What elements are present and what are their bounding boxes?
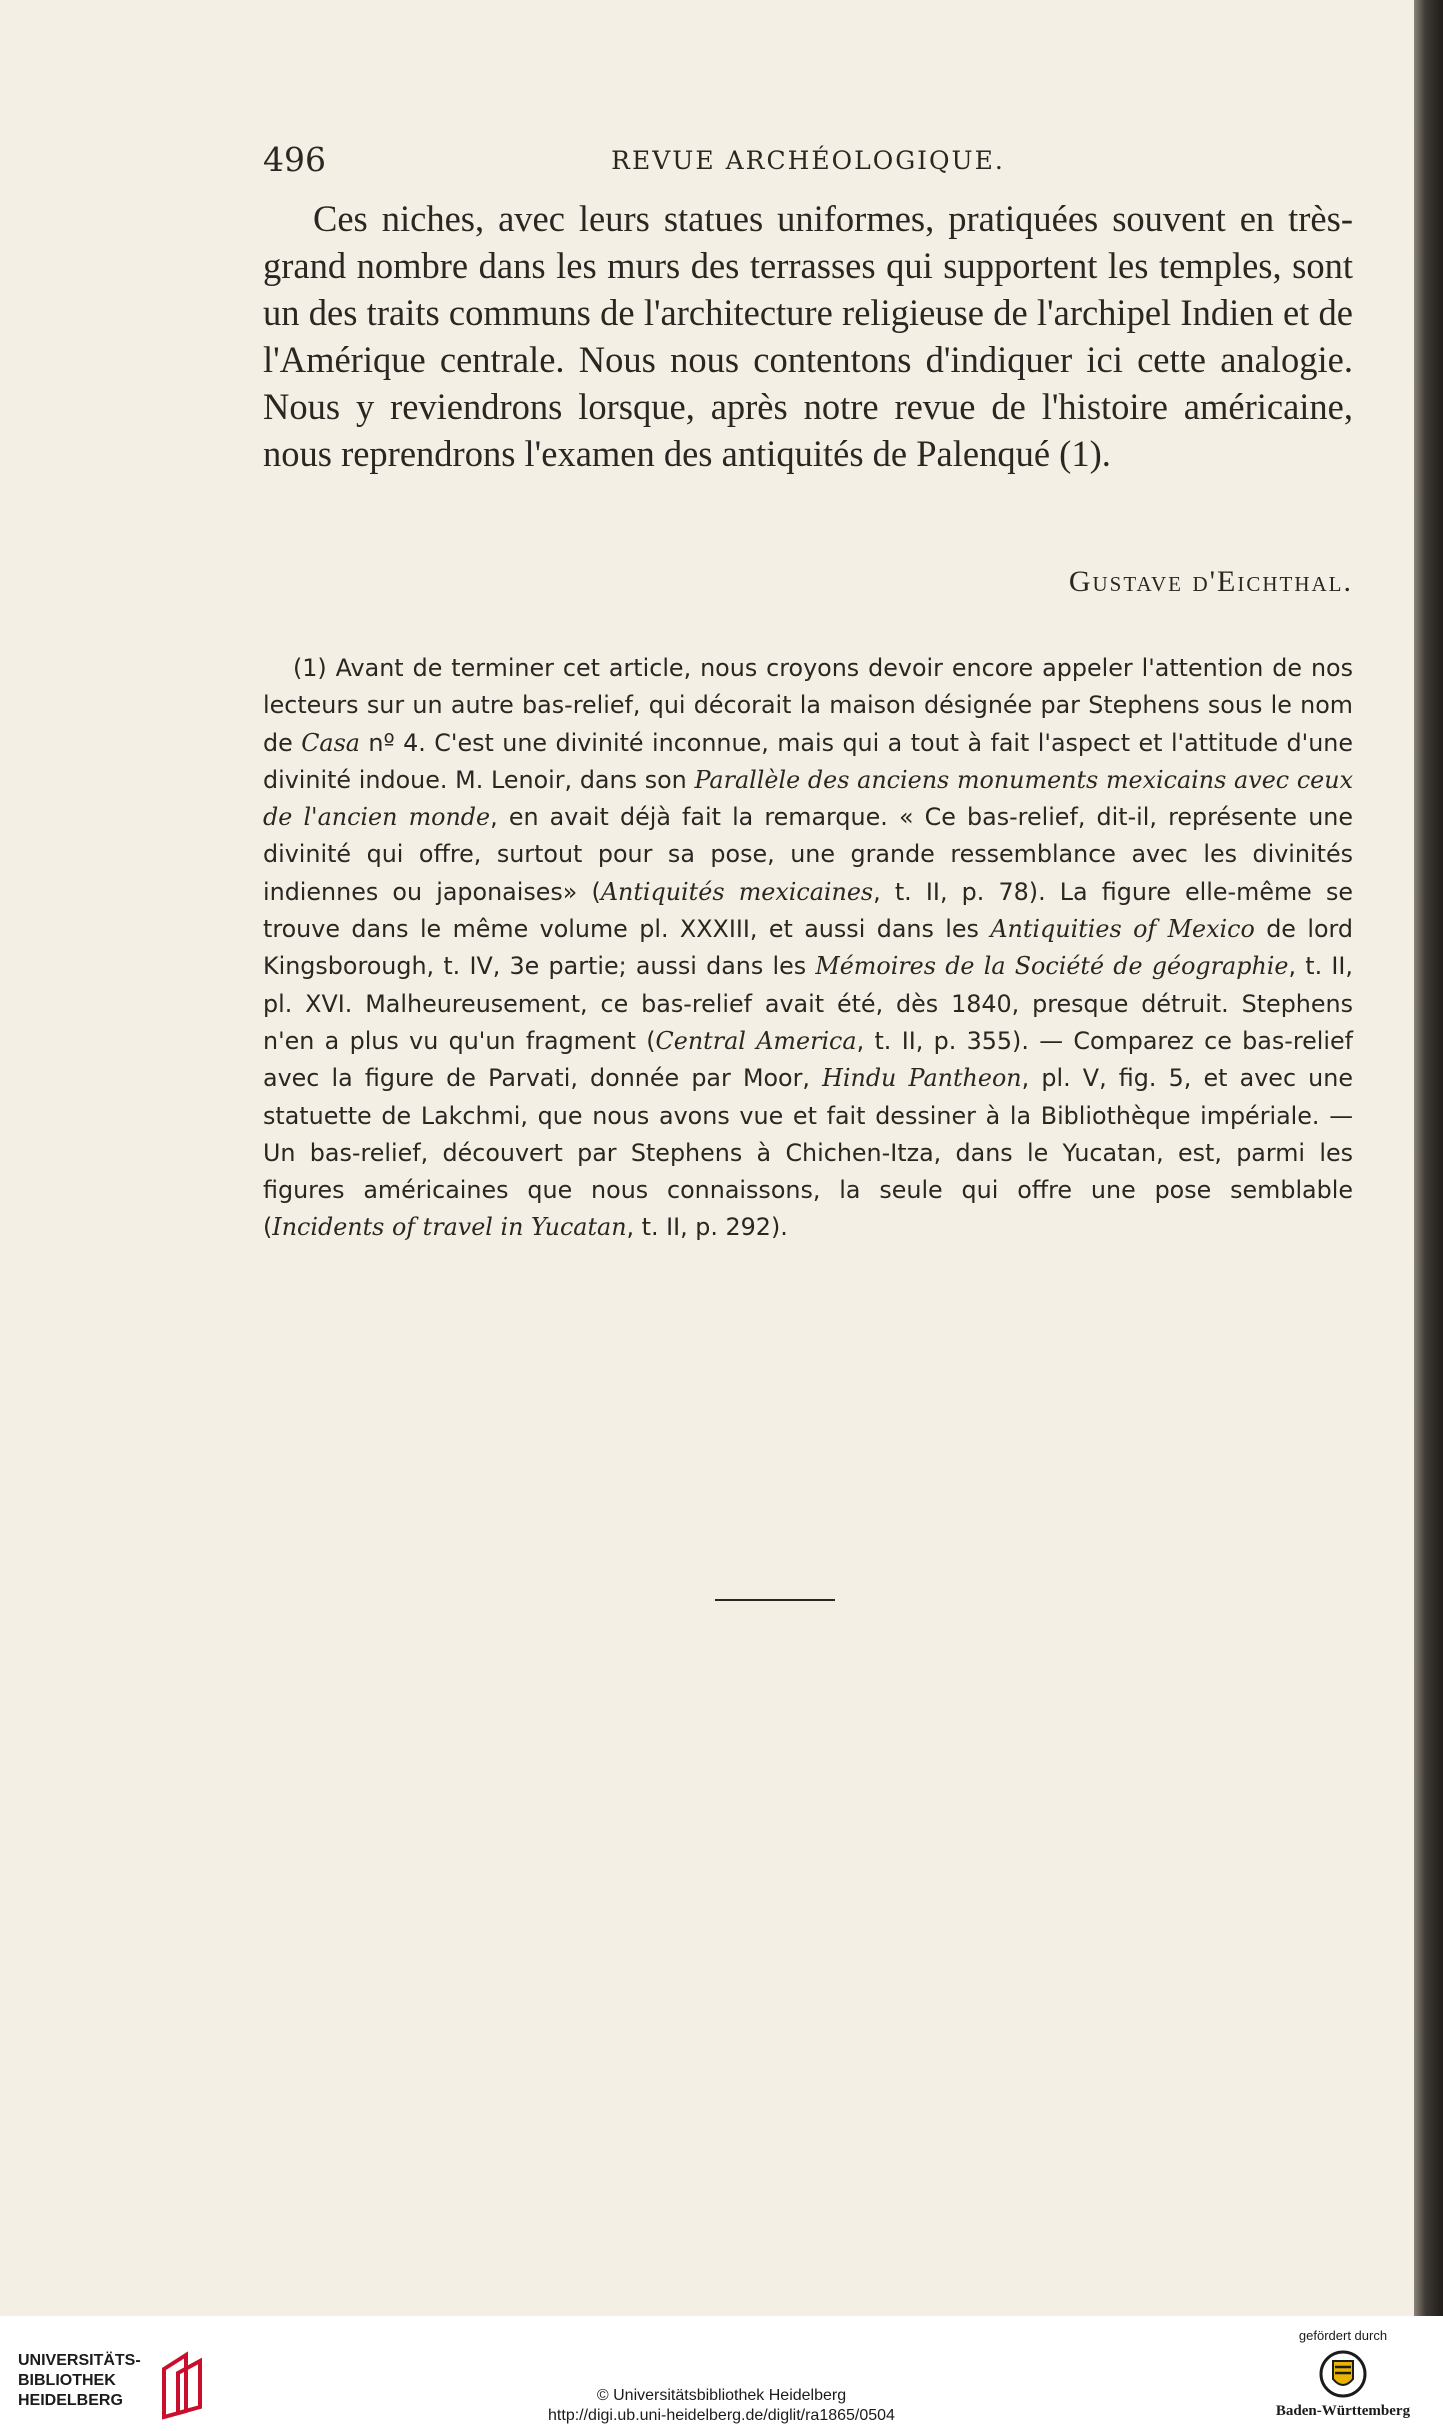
sponsor-block <box>1263 2328 1423 2420</box>
copyright-block <box>0 2386 1443 2426</box>
footer-bar <box>0 2316 1443 2431</box>
running-head <box>263 140 1353 180</box>
book-binding-edge <box>1414 0 1443 2316</box>
end-rule <box>715 1599 835 1601</box>
body-paragraph: Ces niches, avec leurs statues uniformes, pratiquées souvent en très-grand nombre dans les murs des terrasses qui supportent les temples, sont un des traits communs de l'architecture religieuse de l'archipel Indien et de l'Amérique centrale. Nous nous contentons d'indiquer ici cette analogie. Nous y reviendrons lorsque, après notre revue de l'histoire américaine, nous reprendrons l'examen des antiquités de Palenqué (1). <box>263 198 1353 474</box>
sponsor-label: gefördert durch <box>1298 2328 1388 2343</box>
running-title: REVUE ARCHÉOLOGIQUE. <box>611 146 1005 175</box>
sponsor-name: Baden-Württemberg <box>1275 2403 1411 2419</box>
page-number: 496 <box>263 140 326 179</box>
permalink-url[interactable]: http://digi.ub.uni-heidelberg.de/diglit/ra1865/0504 <box>548 2407 895 2424</box>
coat-of-arms-icon <box>1317 2349 1369 2399</box>
library-logo-text: UNIVERSITÄTS- BIBLIOTHEK HEIDELBERG <box>18 2352 141 2409</box>
footnote: (1) Avant de terminer cet article, nous croyons devoir encore appeler l'attention de nos lecteurs sur un autre bas-relief, qui décorait la maison désignée par Stephens sous le nom de Casa nº 4. C'est une divinité inconnue, mais qui a tout à fait l'aspect et l'attitude d'une divinité indoue. M. Lenoir, dans son Parallèle des anciens monuments mexicains avec ceux de l'ancien monde, en avait déjà fait la remarque. « Ce bas-relief, dit-il, représente une divinité qui offre, surtout pour sa pose, une grande ressemblance avec les divinités indiennes ou japonaises» (Antiquités mexicaines, t. II, p. 78). La figure elle-même se trouve dans le même volume pl. XXXIII, et aussi dans les Antiquities of Mexico de lord Kingsborough, t. IV, 3e partie; aussi dans les Mémoires de la Société de géographie, t. II, pl. XVI. Malheureusement, ce bas-relief avait été, dès 1840, presque détruit. Stephens n'en a plus vu qu'un fragment (Central America, t. II, p. 355). — Comparez ce bas-relief avec la figure de Parvati, donnée par Moor, Hindu Pantheon, pl. V, fig. 5, et avec une statuette de Lakchmi, que nous avons vue et fait dessiner à la Bibliothèque impériale. — Un bas-relief, découvert par Stephens à Chichen-Itza, dans le Yucatan, est, parmi les figures américaines que nous connaissons, la seule qui offre une pose semblable (Incidents of travel in Yucatan, t. II, p. 292). <box>263 654 1353 1242</box>
author-signature: Gustave d'Eichthal. <box>1068 565 1353 598</box>
copyright-text: © Universitätsbibliothek Heidelberg <box>596 2387 847 2404</box>
